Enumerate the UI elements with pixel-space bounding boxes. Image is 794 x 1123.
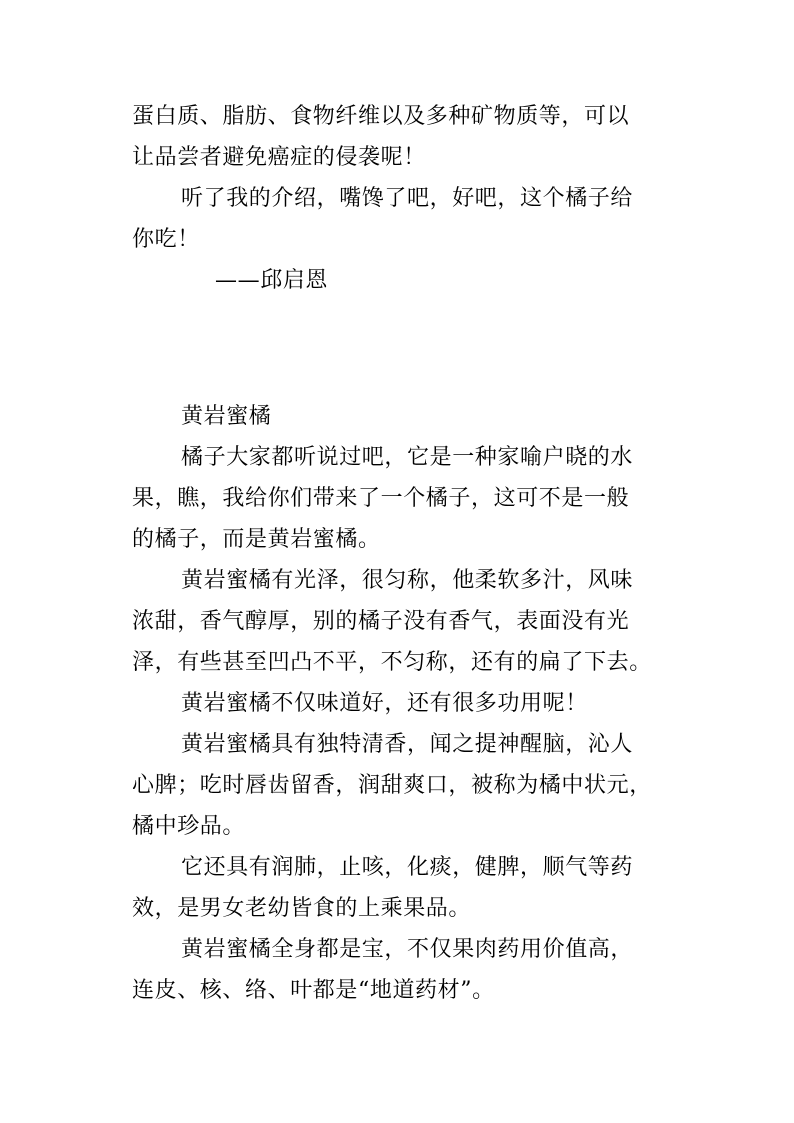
paragraph-line: 让品尝者避免癌症的侵袭呢！ [132,145,426,170]
paragraph-line: 橘中珍品。 [132,814,246,839]
paragraph-line: 蛋白质、脂肪、食物纤维以及多种矿物质等，可以 [132,104,630,129]
paragraph-line: 黄岩蜜橘不仅味道好，还有很多功用呢！ [181,691,588,716]
paragraph-line: 黄岩蜜橘全身都是宝，不仅果肉药用价值高， [181,937,634,962]
paragraph-line: 泽，有些甚至凹凸不平，不匀称，还有的扁了下去。 [132,650,652,675]
paragraph-line: 你吃！ [132,227,200,252]
paragraph-line: 的橘子，而是黄岩蜜橘。 [132,527,381,552]
paragraph-line: 效，是男女老幼皆食的上乘果品。 [132,896,472,921]
paragraph-line: 黄岩蜜橘有光泽，很匀称，他柔软多汁，风味 [181,568,634,593]
paragraph-line: 黄岩蜜橘具有独特清香，闻之提神醒脑，沁人 [181,732,634,757]
paragraph-line: 它还具有润肺，止咳，化痰，健脾，顺气等药 [181,855,634,880]
article-title: 黄岩蜜橘 [181,404,272,429]
paragraph-line: 连皮、核、络、叶都是“地道药材”。 [132,978,495,1003]
paragraph-line: 果，瞧，我给你们带来了一个橘子，这可不是一般 [132,486,630,511]
author-signature: ——邱启恩 [215,268,329,293]
paragraph-line: 橘子大家都听说过吧，它是一种家喻户晓的水 [181,445,634,470]
paragraph-line: 心脾；吃时唇齿留香，润甜爽口，被称为橘中状元， [132,773,652,798]
paragraph-line: 听了我的介绍，嘴馋了吧，好吧，这个橘子给 [181,186,634,211]
paragraph-line: 浓甜，香气醇厚，别的橘子没有香气，表面没有光 [132,609,630,634]
